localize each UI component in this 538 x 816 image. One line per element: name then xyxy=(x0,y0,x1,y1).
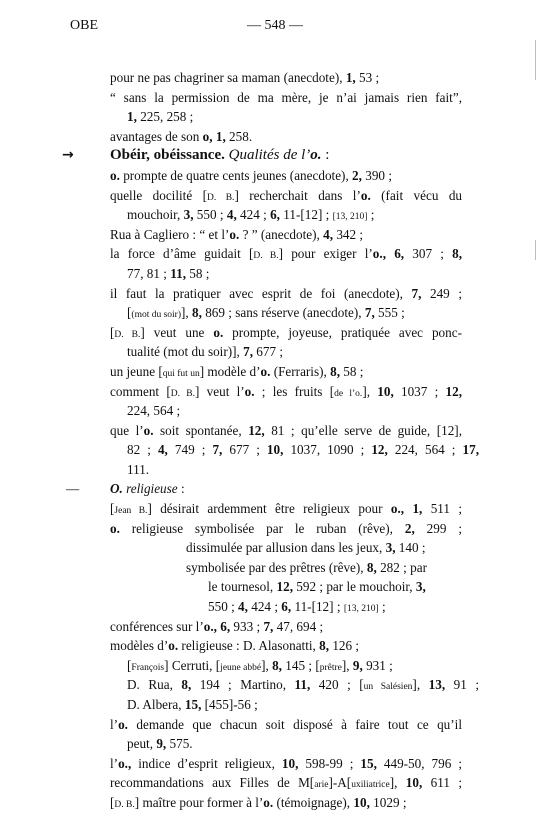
line-text xyxy=(110,146,538,166)
text-span: 933 ; xyxy=(230,618,264,634)
text-span: 420 ; [un Salésien], xyxy=(310,677,429,693)
index-line xyxy=(0,715,538,735)
text-span: ? ” (anecdote), xyxy=(239,226,324,242)
index-line xyxy=(0,597,538,617)
line-text xyxy=(110,793,538,816)
index-line xyxy=(0,558,538,578)
text-span: 224, 564 ; xyxy=(127,403,181,419)
text-span: o. xyxy=(260,363,271,379)
text-span: Rua à Cagliero : “ et l’ xyxy=(110,226,230,242)
text-span: modèles d’ xyxy=(110,638,169,654)
index-line xyxy=(0,734,538,754)
line-text xyxy=(110,88,462,108)
text-span: 11-[12] ; [13, 210] ; xyxy=(279,207,375,223)
text-span: [D. B.] veut une xyxy=(110,324,214,340)
text-span: 7, xyxy=(212,442,223,458)
text-span: que l’ xyxy=(110,422,144,438)
index-line xyxy=(0,519,538,539)
scan-edge-mark xyxy=(535,240,536,260)
index-line xyxy=(0,284,538,304)
text-span: 224, 564 ; xyxy=(387,442,463,458)
text-span: 1, xyxy=(215,128,226,144)
text-span: 140 ; xyxy=(395,540,426,556)
text-span: 4, xyxy=(157,442,168,458)
text-span: 17, xyxy=(462,442,479,458)
index-line xyxy=(0,460,538,480)
text-span: indice d’esprit religieux, xyxy=(131,755,282,771)
text-span: 7, xyxy=(411,285,422,301)
index-line xyxy=(0,225,538,245)
text-span: 15, xyxy=(184,697,202,712)
text-span: pour ne pas chagriner sa maman (anecdote), xyxy=(110,70,346,85)
subentry-dash: — xyxy=(66,481,80,497)
text-span: Qualités de l’ xyxy=(228,147,311,164)
line-text xyxy=(127,107,538,127)
text-span: l’ xyxy=(110,755,119,771)
text-span: 424 ; xyxy=(247,599,282,615)
text-span: le tournesol, xyxy=(208,579,277,595)
text-span: 11-[12] ; [13, 210] ; xyxy=(291,599,386,615)
text-span: prompte, joyeuse, pratiquée avec ponc- xyxy=(223,324,462,340)
index-line xyxy=(0,538,538,558)
text-span: religieuse xyxy=(126,481,178,497)
text-span: il faut la pratiquer avec esprit de foi (anecdote), xyxy=(110,285,412,301)
text-span: 342 ; xyxy=(333,226,364,242)
line-text xyxy=(208,577,538,597)
text-span: [D. B.] maître pour former à l’ xyxy=(110,794,264,810)
text-span: 194 ; Martino, xyxy=(191,677,295,693)
text-span: 677 ; xyxy=(253,344,284,360)
text-span: [Jean B.] désirait ardemment être religieux pour xyxy=(110,501,391,517)
index-line xyxy=(0,675,538,695)
text-span: 8, xyxy=(181,677,192,693)
line-text xyxy=(110,715,462,735)
line-text xyxy=(127,460,538,480)
text-span: 58 ; xyxy=(186,265,210,281)
text-span: o. xyxy=(263,794,274,810)
text-span: 12, xyxy=(248,422,265,438)
text-span: 592 ; par le mouchoir, xyxy=(292,579,416,595)
text-span: 7, xyxy=(263,618,274,634)
text-span: 598-99 ; xyxy=(298,755,361,771)
index-line xyxy=(0,382,538,402)
text-span: 931 ; xyxy=(362,657,393,673)
text-span: 749 ; xyxy=(167,442,213,458)
text-span: 2, xyxy=(352,167,362,183)
text-span: tualité (mot du soir)], xyxy=(127,344,244,360)
text-span: (Ferraris), xyxy=(270,363,331,379)
index-line xyxy=(0,440,538,460)
index-line xyxy=(0,656,538,676)
text-span: [455]-56 ; xyxy=(204,697,258,712)
text-span: ; les fruits [de l’o.], xyxy=(254,383,378,399)
text-span: o. xyxy=(168,638,179,654)
text-span: 10, xyxy=(377,383,394,399)
line-text xyxy=(110,127,538,147)
text-span: 511 ; xyxy=(422,501,463,517)
text-span: mouchoir, xyxy=(127,207,184,223)
text-span: 12, xyxy=(445,383,463,399)
text-span: 53 ; xyxy=(355,70,380,85)
text-span: religieuse symbolisée par le ruban (rêve), xyxy=(119,520,405,536)
text-span: 2, xyxy=(404,520,415,536)
index-line xyxy=(0,401,538,421)
index-line xyxy=(0,617,538,637)
text-span: conférences sur l’ xyxy=(110,618,204,634)
line-text xyxy=(127,264,538,284)
text-span: o., xyxy=(390,501,405,517)
line-text xyxy=(127,401,538,421)
text-span: 550 ; xyxy=(208,599,239,615)
line-text xyxy=(110,166,538,186)
text-span: 611 ; xyxy=(422,775,462,791)
text-span: symbolisée par des prêtres (rêve), xyxy=(186,559,367,575)
text-span: un jeune [qui fut un] modèle d’ xyxy=(110,363,261,379)
text-span: 6, xyxy=(281,599,292,615)
index-text xyxy=(0,68,538,813)
page-number: — 548 — xyxy=(247,18,303,33)
text-span: [(mot du soir)], xyxy=(127,305,193,321)
text-span: 9, xyxy=(352,657,363,673)
index-line xyxy=(0,264,538,284)
text-span: 8, xyxy=(452,246,463,262)
text-span: 4, xyxy=(226,207,237,223)
text-span: o. xyxy=(213,324,224,340)
text-span xyxy=(386,246,394,261)
text-span: 13, xyxy=(428,677,446,693)
text-span: 10, xyxy=(266,442,284,458)
text-span: 7, xyxy=(243,344,253,360)
text-span: 82 ; xyxy=(127,442,158,458)
text-span: 1, xyxy=(345,70,356,85)
text-span: 7, xyxy=(364,305,375,321)
text-span: (fait vécu du xyxy=(370,187,463,203)
text-span: l’ xyxy=(110,716,119,732)
text-span: 1, xyxy=(412,501,423,517)
line-text xyxy=(110,479,538,499)
index-line xyxy=(0,186,538,206)
index-subheading xyxy=(0,479,538,499)
line-text xyxy=(110,421,462,441)
index-line xyxy=(0,127,538,147)
text-span: 8, xyxy=(330,363,340,379)
text-span: 47, 694 ; xyxy=(273,618,324,634)
text-span: 4, xyxy=(323,226,334,242)
index-line xyxy=(0,107,538,127)
line-text xyxy=(110,225,538,245)
text-span: 307 ; xyxy=(404,246,453,262)
text-span: la force d’âme guidait [D. B.] pour exiger l’ xyxy=(110,246,373,262)
page-header xyxy=(70,18,480,38)
text-span: 249 ; xyxy=(421,285,462,301)
text-span: 10, xyxy=(405,775,423,791)
text-span: 9, xyxy=(156,736,167,752)
index-line xyxy=(0,793,538,813)
text-span: o. xyxy=(143,422,154,438)
index-line xyxy=(0,499,538,519)
text-span: 258. xyxy=(225,128,253,144)
text-span: 550 ; xyxy=(193,207,227,223)
text-span: religieuse : D. Alasonatti, xyxy=(178,638,320,654)
text-span: o. xyxy=(310,147,322,164)
index-line xyxy=(0,205,538,225)
text-span: 8, xyxy=(272,657,282,673)
text-span: 81 ; qu’elle serve de guide, [12], xyxy=(264,422,462,438)
text-span: dissimulée par allusion dans les jeux, xyxy=(186,540,386,556)
text-span: Obéir, obéissance. xyxy=(110,147,225,164)
text-span: 6, xyxy=(270,207,280,223)
index-heading xyxy=(0,146,538,166)
index-line xyxy=(0,68,538,88)
text-span: 299 ; xyxy=(414,520,462,536)
text-span: 3, xyxy=(183,207,194,223)
line-text xyxy=(186,538,538,558)
text-span: 8, xyxy=(319,638,330,654)
text-span: 77, 81 ; xyxy=(127,265,171,281)
index-line xyxy=(0,88,538,108)
text-span: o. xyxy=(244,383,255,399)
line-text xyxy=(110,284,462,304)
text-span: 225, 258 ; xyxy=(136,109,194,125)
text-span: 1029 ; xyxy=(369,794,407,810)
line-text xyxy=(110,636,538,656)
text-span: o. xyxy=(110,167,120,183)
text-span: quelle docilité [D. B.] recherchait dans l’ xyxy=(110,187,361,203)
line-text xyxy=(110,617,538,637)
index-line xyxy=(0,244,538,264)
line-text xyxy=(110,754,462,774)
text-span: 4, xyxy=(238,599,248,615)
text-span: o. xyxy=(229,226,240,242)
text-span: 6, xyxy=(394,246,405,262)
text-span: : xyxy=(321,147,330,164)
text-span: o. xyxy=(110,520,120,536)
index-line xyxy=(0,166,538,186)
text-span: D. Rua, xyxy=(127,677,182,693)
text-span: avantages de son xyxy=(110,128,203,144)
index-line xyxy=(0,323,538,343)
line-text xyxy=(127,440,479,460)
text-span: 111. xyxy=(127,461,150,477)
text-span: 869 ; sans réserve (anecdote), xyxy=(201,305,365,321)
text-span: D. Albera, xyxy=(127,697,185,712)
line-text xyxy=(127,695,538,715)
text-span: 3, xyxy=(415,579,426,595)
index-line xyxy=(0,773,538,793)
scan-edge-mark xyxy=(535,40,536,80)
text-span: 12, xyxy=(276,579,293,595)
index-line xyxy=(0,303,538,323)
running-head: OBE xyxy=(70,18,98,33)
arrow-icon: → xyxy=(62,147,74,164)
text-span: “ sans la permission de ma mère, je n’ai jamais rien fait”, xyxy=(110,89,462,105)
index-line xyxy=(0,577,538,597)
text-span: 15, xyxy=(360,755,377,771)
text-span: 8, xyxy=(366,559,377,575)
text-span: comment [D. B.] veut l’ xyxy=(110,383,245,399)
text-span: prompte de quatre cents jeunes (anecdote), xyxy=(119,167,353,183)
text-span: 126 ; xyxy=(329,638,360,654)
text-span: 145 ; [prêtre], xyxy=(281,657,353,673)
text-span: 8, xyxy=(192,305,202,321)
index-line xyxy=(0,636,538,656)
text-span: 91 ; xyxy=(445,677,479,693)
text-span: [François] Cerruti, [jeune abbé], xyxy=(127,657,273,673)
text-span: 12, xyxy=(371,442,388,458)
text-span: 3, xyxy=(385,540,396,556)
index-line xyxy=(0,695,538,715)
text-span: o, xyxy=(202,128,213,144)
text-span: 677 ; xyxy=(222,442,267,458)
text-span: 1, xyxy=(127,109,137,125)
line-text xyxy=(127,342,538,362)
text-span: 11, xyxy=(170,265,186,281)
text-span: o., xyxy=(203,618,217,634)
line-text xyxy=(186,558,538,578)
text-span: o., xyxy=(372,246,386,262)
text-span: 58 ; xyxy=(339,363,364,379)
text-span: : xyxy=(177,481,185,497)
text-span: 424 ; xyxy=(236,207,271,223)
text-span: 449-50, 796 ; xyxy=(376,755,462,771)
line-text xyxy=(110,519,462,539)
index-line xyxy=(0,421,538,441)
text-span: soit spontanée, xyxy=(153,422,249,438)
text-span: 1037, 1090 ; xyxy=(283,442,372,458)
text-span: 390 ; xyxy=(361,167,392,183)
text-span: 555 ; xyxy=(374,305,405,321)
text-span: 6, xyxy=(220,618,231,634)
text-span: O. xyxy=(110,481,123,497)
text-span: demande que chacun soit disposé à faire tout ce qu’il xyxy=(127,716,462,732)
text-span: 10, xyxy=(281,755,299,771)
text-span: o., xyxy=(118,755,132,771)
text-span: o. xyxy=(118,716,128,732)
text-span: (témoignage), xyxy=(273,794,354,810)
text-span: 575. xyxy=(166,736,193,752)
text-span: 11, xyxy=(294,677,311,693)
line-text xyxy=(110,68,538,88)
line-text xyxy=(127,734,538,754)
text-span: recommandations aux Filles de M[arie]-A[uxiliatrice], xyxy=(110,775,406,791)
index-line xyxy=(0,362,538,382)
text-span: 10, xyxy=(353,794,370,810)
text-span: peut, xyxy=(127,736,157,752)
text-span: o. xyxy=(360,187,371,203)
index-line xyxy=(0,342,538,362)
text-span: 1037 ; xyxy=(393,383,446,399)
index-line xyxy=(0,754,538,774)
text-span: 282 ; par xyxy=(376,559,427,575)
